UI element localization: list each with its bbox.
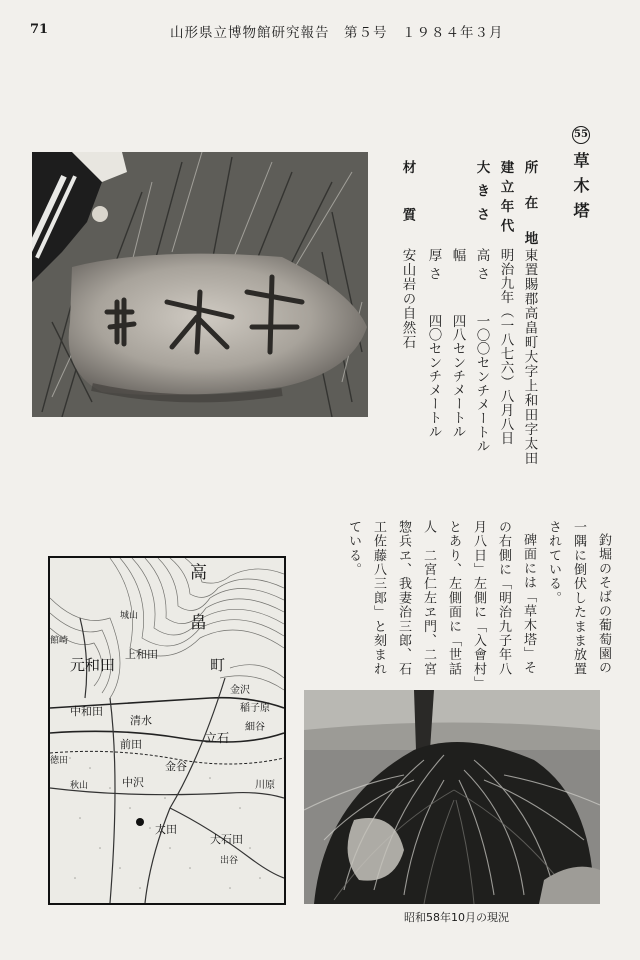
- label-size: 大きさ: [473, 160, 490, 231]
- map-label: 秋山: [70, 781, 89, 791]
- page-header: [0, 20, 640, 42]
- material-value: 安山岩の自然石: [399, 248, 416, 350]
- map-label: 立石: [205, 731, 230, 745]
- description-line: 惣兵ヱ、我妻治三郎、石: [396, 520, 411, 677]
- current-state-photo: [304, 690, 600, 904]
- monument-photo-image: [32, 152, 368, 417]
- height-label: 高さ: [473, 248, 490, 285]
- location-marker: [136, 818, 144, 826]
- location-value: 東置賜郡高畠町大字上和田字太田: [521, 248, 538, 466]
- description-line: の右側に「明治九子年八: [496, 520, 511, 677]
- thickness-value: 四〇センチメートル: [425, 314, 442, 439]
- running-head: 山形県立博物館研究報告 第５号 １９８４年３月: [170, 25, 504, 41]
- map-label: 上和田: [125, 648, 158, 661]
- map-label: 清水: [130, 714, 152, 727]
- map-label: 城山: [120, 611, 139, 621]
- map-label: 細谷: [245, 722, 265, 733]
- height-value: 一〇〇センチメートル: [473, 314, 490, 453]
- page-number: 71: [30, 22, 49, 37]
- location-map: [48, 556, 286, 905]
- description-line: 碑面には「草木塔」そ: [521, 533, 536, 675]
- description-line: されている。: [546, 520, 561, 606]
- description-line: 釣堀のそばの葡萄園の: [596, 533, 611, 675]
- description-line: 人 二宮仁左ヱ門、二宮: [421, 520, 436, 677]
- map-label: 太田: [155, 823, 177, 836]
- width-label: 幅: [449, 248, 466, 262]
- map-label: 館崎: [50, 636, 69, 646]
- location-map-image: [50, 558, 284, 903]
- map-label: 大石田: [210, 833, 243, 846]
- map-label: 出谷: [220, 856, 239, 866]
- map-label: 町: [210, 656, 226, 674]
- map-label: 中和田: [70, 705, 103, 718]
- map-label: 前田: [120, 738, 142, 751]
- year-value: 明治九年（一八七六）八月八日: [497, 248, 514, 446]
- entry-title: 草木塔: [571, 152, 590, 227]
- label-location: 所在地: [521, 160, 538, 267]
- entry-number: [572, 126, 590, 144]
- width-value: 四八センチメートル: [449, 314, 466, 439]
- map-label: 畠: [190, 613, 207, 633]
- map-label: 金谷: [165, 760, 187, 773]
- map-label: 金沢: [230, 685, 250, 696]
- description-line: 月八日」左側に「入會村」: [471, 520, 486, 691]
- map-label: 稲子原: [240, 703, 270, 714]
- description-line: 工佐藤八三郎」と刻まれ: [371, 520, 386, 677]
- map-label: 中沢: [122, 776, 144, 789]
- thickness-label: 厚さ: [425, 248, 442, 285]
- photo-caption: 昭和58年10月の現況: [404, 911, 509, 924]
- label-material: 材質: [399, 160, 416, 255]
- label-year: 建立年代: [497, 160, 514, 238]
- description-line: 一隅に倒伏したまま放置: [571, 520, 586, 677]
- map-label: 高: [190, 563, 207, 583]
- map-label: 元和田: [70, 656, 116, 674]
- description-line: とあり、左側面に「世話: [446, 520, 461, 677]
- map-label: 徳田: [50, 756, 69, 766]
- entry-number-text: 55: [572, 126, 590, 144]
- map-label: 川原: [255, 780, 275, 791]
- description-line: ている。: [346, 520, 361, 577]
- monument-photo: [32, 152, 368, 417]
- current-state-photo-image: [304, 690, 600, 904]
